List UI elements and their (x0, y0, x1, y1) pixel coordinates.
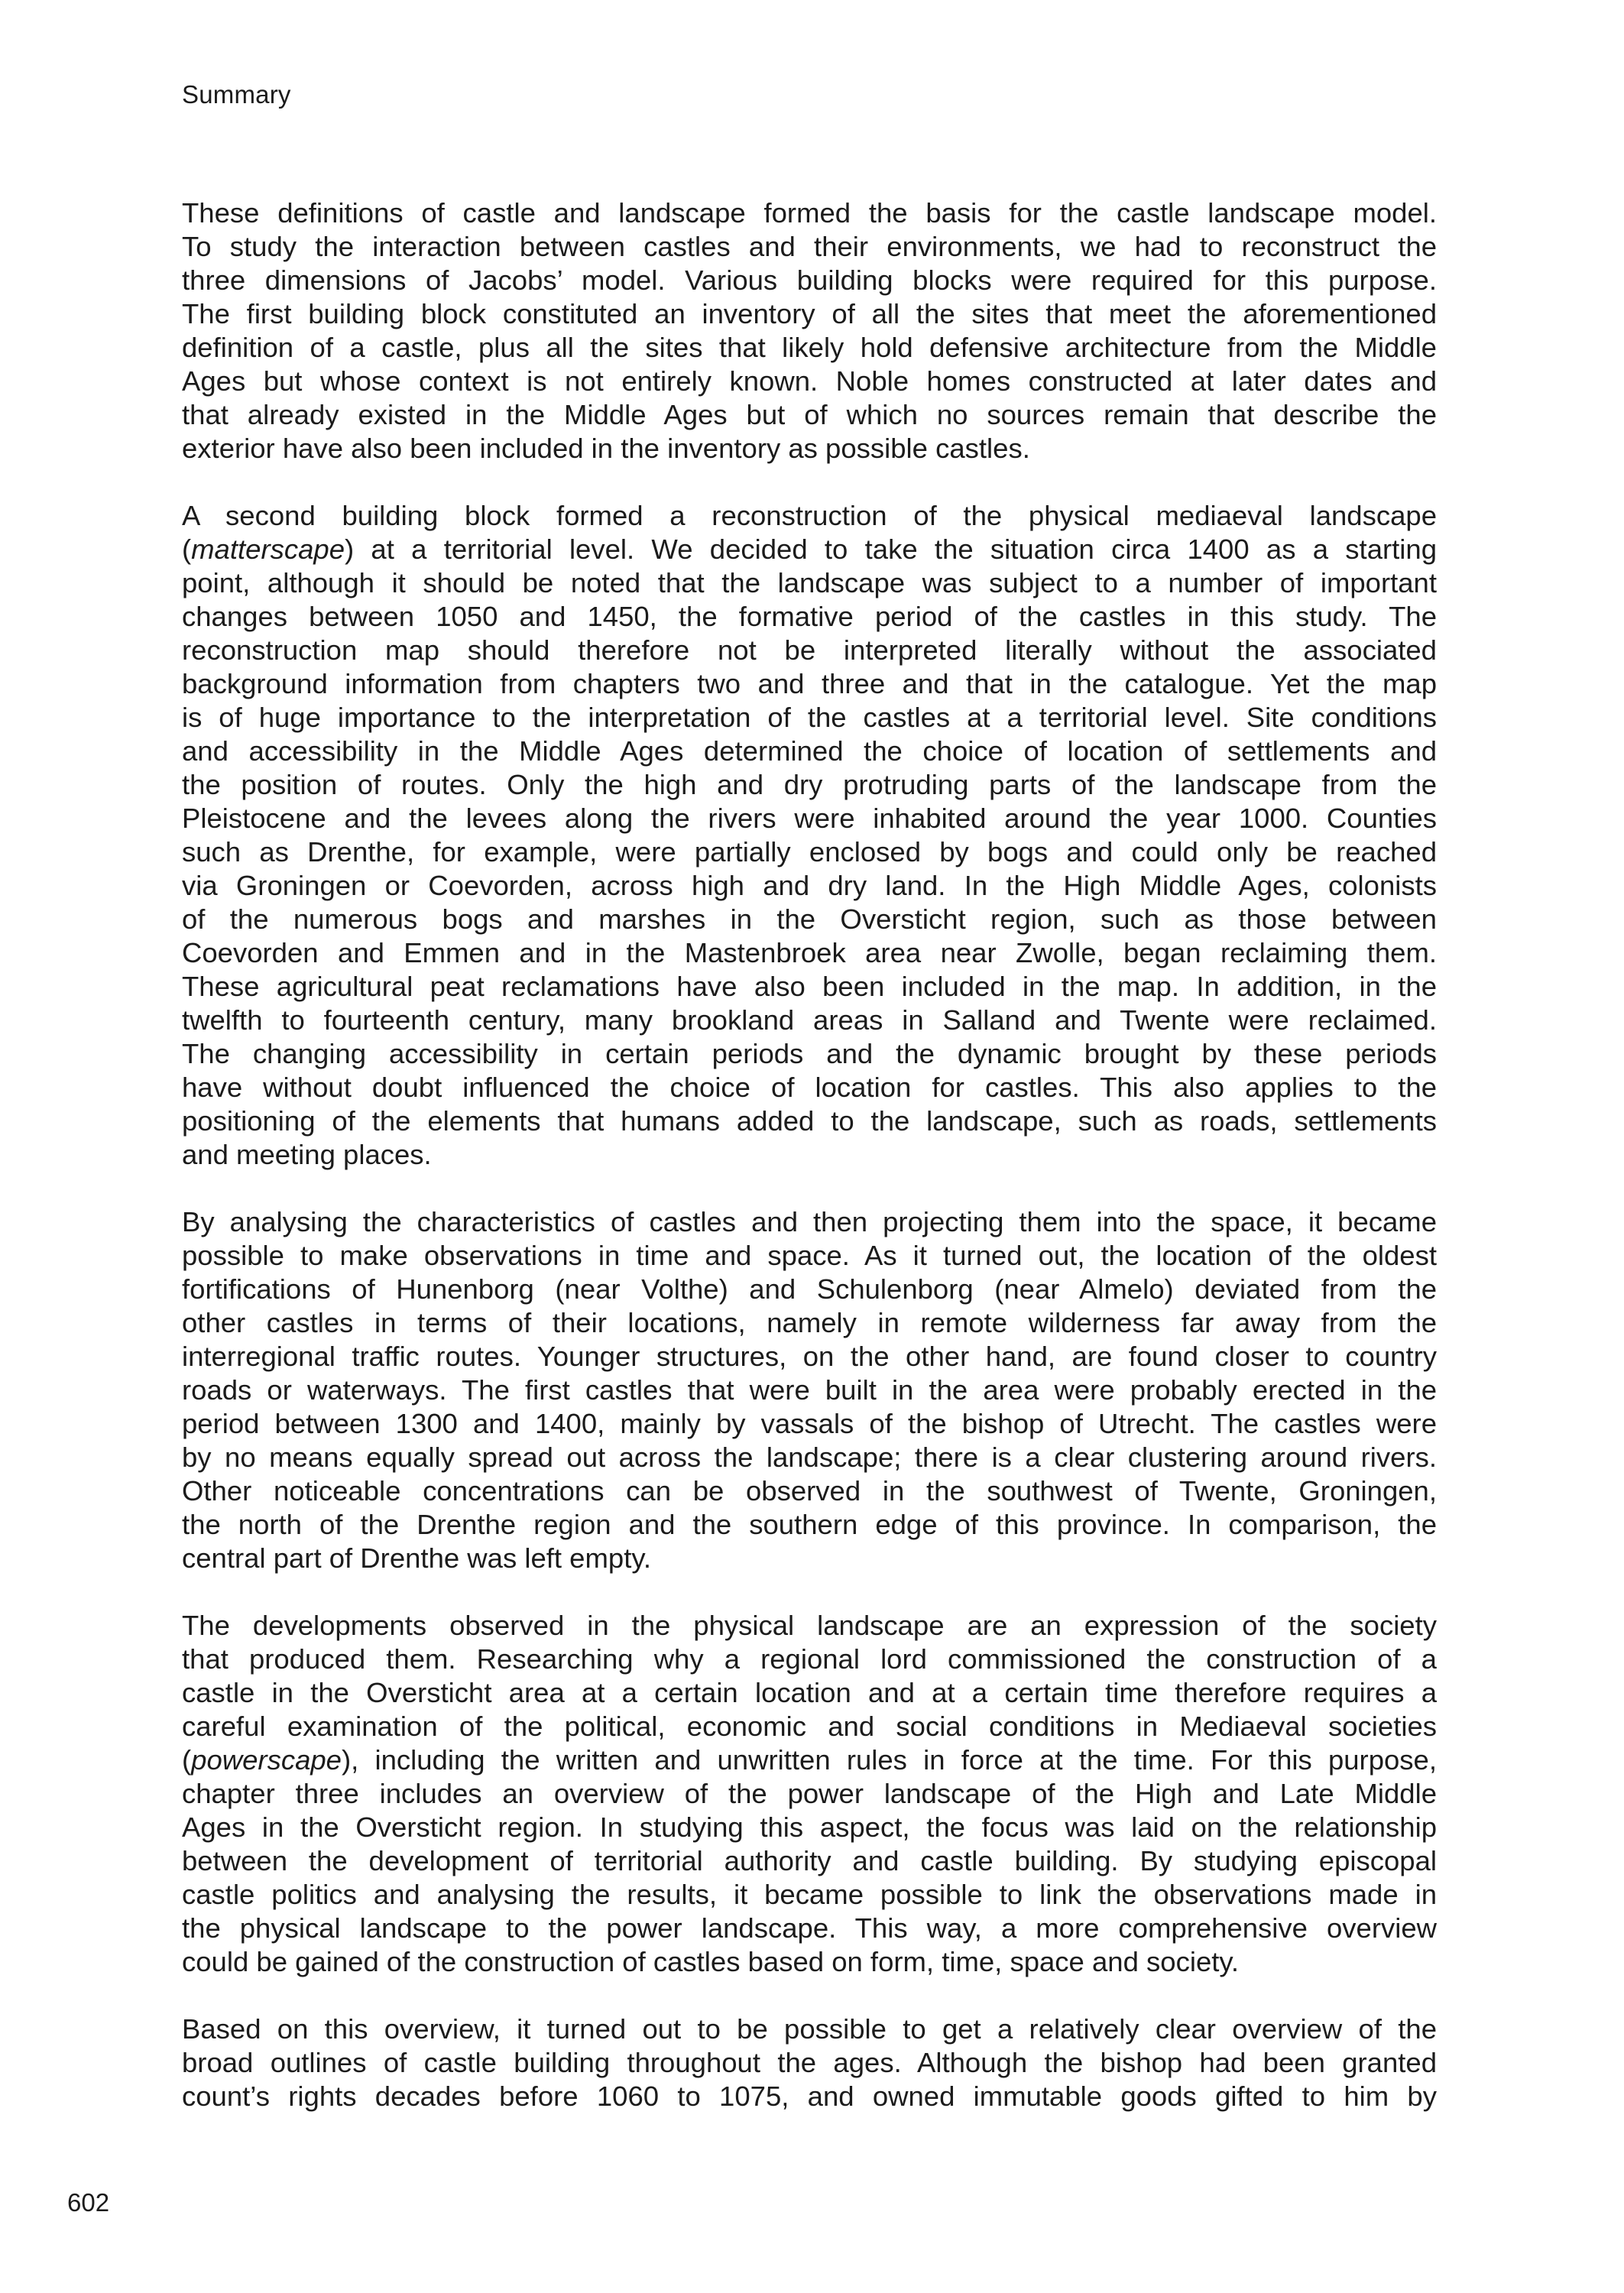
text-line: exterior have also been included in the inventory as possible castles. (182, 433, 1030, 464)
paragraph-castle-definitions (182, 196, 1437, 465)
open-paren: ( (182, 534, 192, 565)
text-line-with-italic (182, 533, 1437, 566)
paragraph-overview (182, 2012, 1437, 2113)
text-line: could be gained of the construction of castles based on form, time, space and society. (182, 1946, 1240, 1977)
line-remainder: ), including the written and unwritten rules in force at the time. For this purpose, (341, 1744, 1437, 1776)
text-line: have without doubt influenced the choice of location for castles. This also applies to the (182, 1072, 1437, 1103)
text-line: interregional traffic routes. Younger structures, on the other hand, are found closer to country (182, 1341, 1437, 1372)
text-line: background information from chapters two and three and that in the catalogue. Yet the map (182, 668, 1437, 699)
text-line: other castles in terms of their locations, namely in remote wilderness far away from the (182, 1307, 1437, 1338)
text-line: and meeting places. (182, 1139, 432, 1170)
running-head: Summary (182, 80, 291, 109)
open-paren: ( (182, 1744, 192, 1776)
text-line: that produced them. Researching why a regional lord commissioned the construction of a (182, 1643, 1437, 1675)
text-line: castle politics and analysing the results, it became possible to link the observations made in (182, 1879, 1437, 1910)
italic-term-matterscape: matterscape (191, 534, 345, 565)
text-line: of the numerous bogs and marshes in the Oversticht region, such as those between (182, 903, 1437, 935)
text-line: These definitions of castle and landscape formed the basis for the castle landscape model. (182, 197, 1437, 229)
text-line: the physical landscape to the power landscape. This way, a more comprehensive overview (182, 1912, 1437, 1944)
text-line: broad outlines of castle building throughout the ages. Although the bishop had been granted (182, 2047, 1437, 2078)
text-line: positioning of the elements that humans added to the landscape, such as roads, settlements (182, 1105, 1437, 1137)
text-line: is of huge importance to the interpretation of the castles at a territorial level. Site conditions (182, 702, 1437, 733)
text-line: reconstruction map should therefore not be interpreted literally without the associated (182, 634, 1437, 666)
text-line: fortifications of Hunenborg (near Volthe) and Schulenborg (near Almelo) deviated from the (182, 1273, 1437, 1305)
text-line: castle in the Oversticht area at a certain location and at a certain time therefore requires a (182, 1677, 1437, 1708)
text-line: and accessibility in the Middle Ages determined the choice of location of settlements and (182, 735, 1437, 767)
text-line: roads or waterways. The first castles that were built in the area were probably erected in the (182, 1374, 1437, 1406)
text-line: careful examination of the political, economic and social conditions in Mediaeval societies (182, 1711, 1437, 1742)
text-line-with-italic (182, 1743, 1437, 1777)
text-line: the position of routes. Only the high and dry protruding parts of the landscape from the (182, 769, 1437, 800)
page-number: 602 (67, 2188, 110, 2217)
text-line: such as Drenthe, for example, were partially enclosed by bogs and could only be reached (182, 836, 1437, 868)
line-remainder: ) at a territorial level. We decided to take the situation circa 1400 as a starting (345, 534, 1437, 565)
paragraph-powerscape (182, 1609, 1437, 1979)
text-line: These agricultural peat reclamations have also been included in the map. In addition, in the (182, 971, 1437, 1002)
text-line: the north of the Drenthe region and the southern edge of this province. In comparison, the (182, 1509, 1437, 1540)
text-line: To study the interaction between castles and their environments, we had to reconstruct the (182, 231, 1437, 262)
text-line: Ages but whose context is not entirely known. Noble homes constructed at later dates and (182, 365, 1437, 397)
text-line: twelfth to fourteenth century, many brookland areas in Salland and Twente were reclaimed. (182, 1004, 1437, 1036)
text-line: changes between 1050 and 1450, the formative period of the castles in this study. The (182, 601, 1437, 632)
text-line: via Groningen or Coevorden, across high and dry land. In the High Middle Ages, colonists (182, 870, 1437, 901)
text-line: by no means equally spread out across the landscape; there is a clear clustering around rivers. (182, 1442, 1437, 1473)
text-line: period between 1300 and 1400, mainly by vassals of the bishop of Utrecht. The castles were (182, 1408, 1437, 1439)
text-line: The first building block constituted an inventory of all the sites that meet the aforementioned (182, 298, 1437, 329)
paragraph-matterscape (182, 499, 1437, 1172)
body-text (182, 196, 1437, 2147)
text-line: Ages in the Oversticht region. In studying this aspect, the focus was laid on the relationship (182, 1811, 1437, 1843)
text-line: three dimensions of Jacobs’ model. Various building blocks were required for this purpose. (182, 264, 1437, 296)
text-line: Coevorden and Emmen and in the Mastenbroek area near Zwolle, began reclaiming them. (182, 937, 1437, 968)
text-line: central part of Drenthe was left empty. (182, 1542, 652, 1574)
text-line: possible to make observations in time and space. As it turned out, the location of the oldest (182, 1240, 1437, 1271)
text-line: A second building block formed a reconstruction of the physical mediaeval landscape (182, 500, 1437, 531)
text-line: that already existed in the Middle Ages but of which no sources remain that describe the (182, 399, 1437, 430)
italic-term-powerscape: powerscape (191, 1744, 342, 1776)
text-line: By analysing the characteristics of castles and then projecting them into the space, it became (182, 1206, 1437, 1237)
text-line: The developments observed in the physical landscape are an expression of the society (182, 1610, 1437, 1641)
text-line: Based on this overview, it turned out to be possible to get a relatively clear overview of the (182, 2013, 1437, 2045)
text-line: point, although it should be noted that the landscape was subject to a number of important (182, 567, 1437, 598)
text-line: Other noticeable concentrations can be observed in the southwest of Twente, Groningen, (182, 1475, 1437, 1507)
text-line: between the development of territorial authority and castle building. By studying episcopal (182, 1845, 1437, 1876)
text-line: The changing accessibility in certain periods and the dynamic brought by these periods (182, 1038, 1437, 1069)
text-line: definition of a castle, plus all the sites that likely hold defensive architecture from the Middle (182, 332, 1437, 363)
paragraph-castle-analysis (182, 1205, 1437, 1575)
text-line: count’s rights decades before 1060 to 1075, and owned immutable goods gifted to him by (182, 2081, 1437, 2112)
text-line: Pleistocene and the levees along the rivers were inhabited around the year 1000. Counties (182, 803, 1437, 834)
text-line: chapter three includes an overview of the power landscape of the High and Late Middle (182, 1778, 1437, 1809)
